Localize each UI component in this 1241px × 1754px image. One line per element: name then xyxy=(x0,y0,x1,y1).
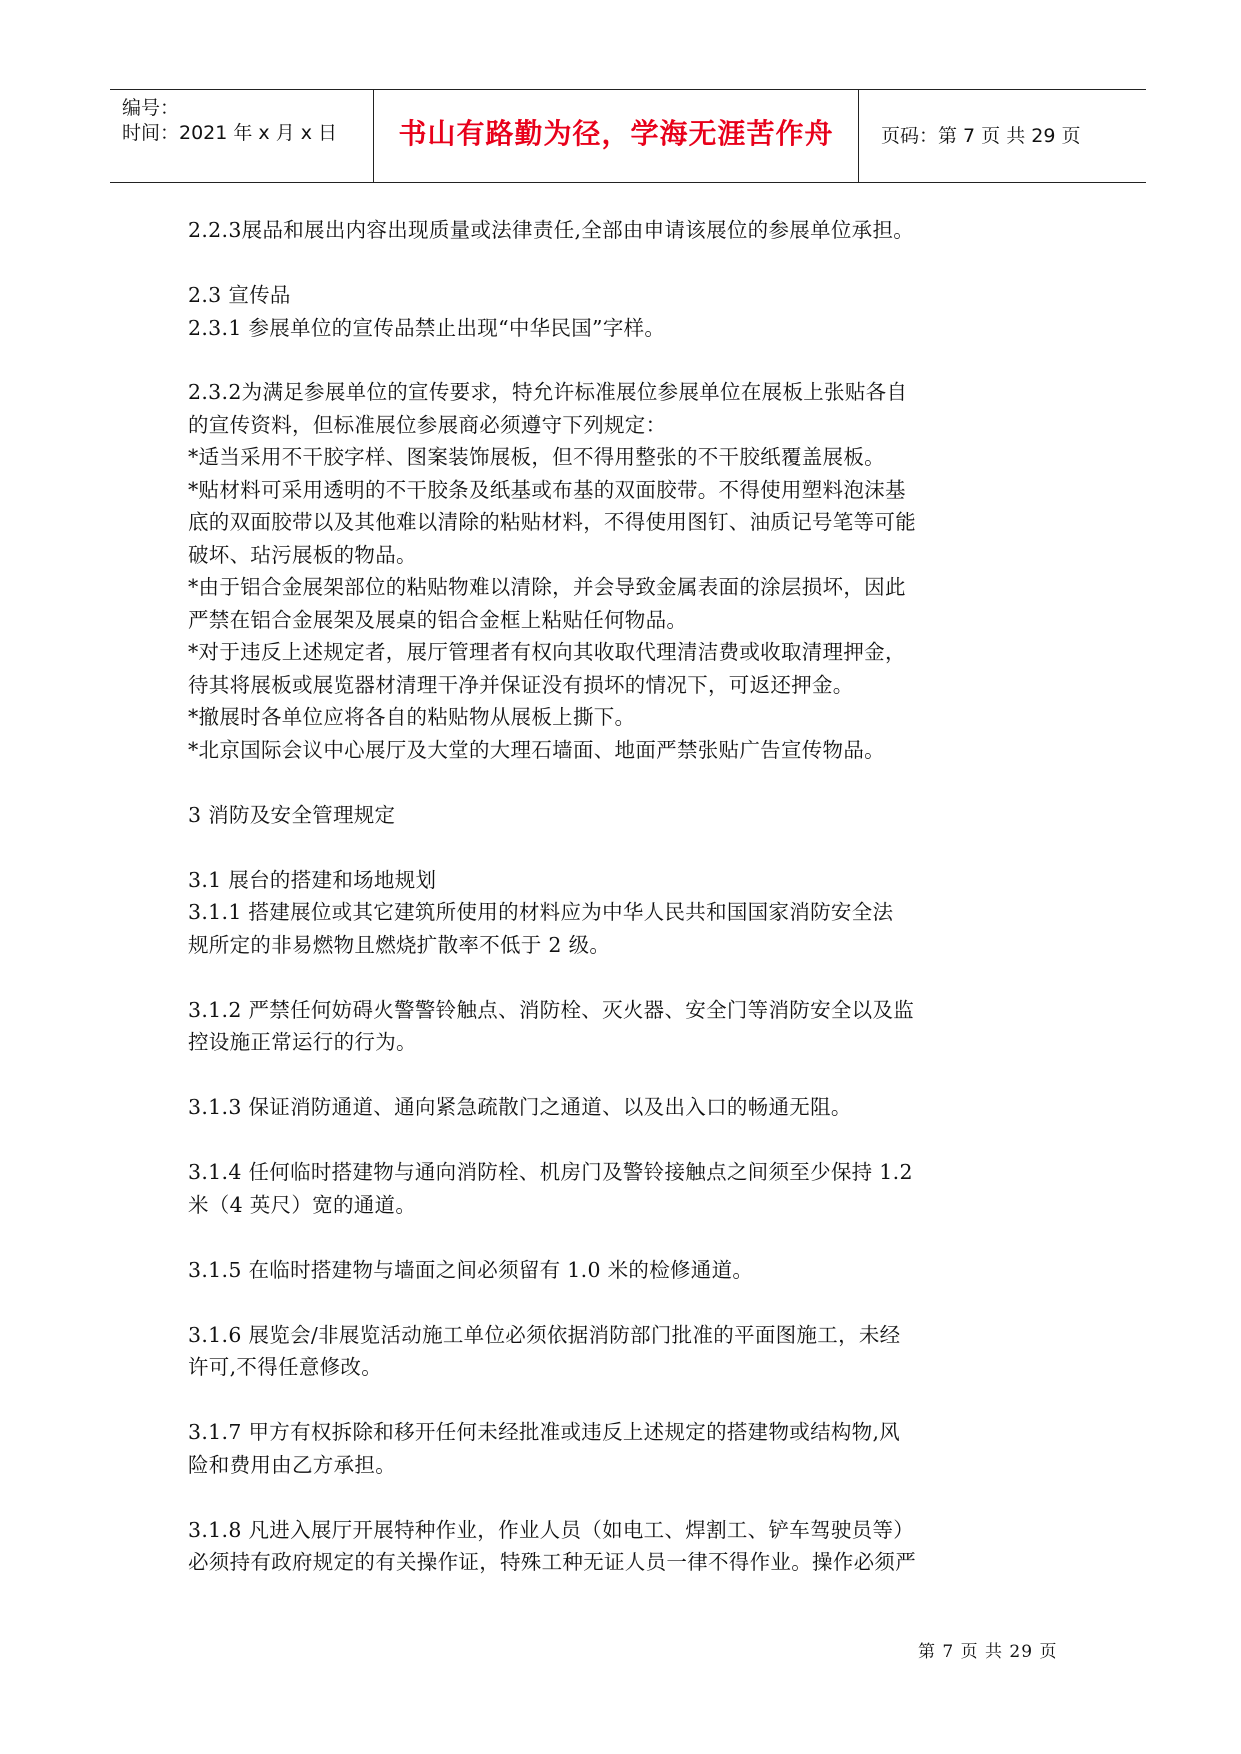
page-header xyxy=(110,89,1146,183)
paragraph-line: 破坏、玷污展板的物品。 xyxy=(188,543,417,567)
paragraph-line: 规所定的非易燃物且燃烧扩散率不低于 2 级。 xyxy=(188,933,611,957)
section-heading: 3.1 展台的搭建和场地规划 xyxy=(188,868,437,892)
header-page-cell xyxy=(859,90,1146,182)
paragraph-line: 许可,不得任意修改。 xyxy=(188,1355,383,1379)
header-page-label: 页码：第 7 页 共 29 页 xyxy=(881,124,1081,147)
paragraph-line: 3.1.6 展览会/非展览活动施工单位必须依据消防部门批准的平面图施工，未经 xyxy=(188,1323,901,1347)
paragraph-line: 2.3.2为满足参展单位的宣传要求，特允许标准展位参展单位在展板上张贴各自 xyxy=(188,380,908,404)
header-motto: 书山有路勤为径，学海无涯苦作舟 xyxy=(398,117,834,150)
paragraph-line: 3.1.7 甲方有权拆除和移开任何未经批准或违反上述规定的搭建物或结构物,风 xyxy=(188,1420,901,1444)
paragraph-line: 待其将展板或展览器材清理干净并保证没有损坏的情况下，可返还押金。 xyxy=(188,673,854,697)
paragraph-line: 3.1.3 保证消防通道、通向紧急疏散门之通道、以及出入口的畅通无阻。 xyxy=(188,1095,852,1119)
bullet-line: *适当采用不干胶字样、图案装饰展板，但不得用整张的不干胶纸覆盖展板。 xyxy=(188,445,885,469)
bullet-line: *对于违反上述规定者，展厅管理者有权向其收取代理清洁费或收取清理押金， xyxy=(188,640,906,664)
paragraph-line: 控设施正常运行的行为。 xyxy=(188,1030,417,1054)
paragraph-line: 的宣传资料，但标准展位参展商必须遵守下列规定： xyxy=(188,413,667,437)
section-heading: 2.3 宣传品 xyxy=(188,283,291,307)
header-motto-cell xyxy=(374,90,859,182)
paragraph-line: 2.2.3展品和展出内容出现质量或法律责任,全部由申请该展位的参展单位承担。 xyxy=(188,218,915,242)
bullet-line: *由于铝合金展架部位的粘贴物难以清除，并会导致金属表面的涂层损坏，因此 xyxy=(188,575,906,599)
paragraph-line: 必须持有政府规定的有关操作证，特殊工种无证人员一律不得作业。操作必须严 xyxy=(188,1550,916,1574)
bullet-line: *北京国际会议中心展厅及大堂的大理石墙面、地面严禁张贴广告宣传物品。 xyxy=(188,738,885,762)
paragraph-line: 底的双面胶带以及其他难以清除的粘贴材料，不得使用图钉、油质记号笔等可能 xyxy=(188,510,916,534)
paragraph-line: 3.1.2 严禁任何妨碍火警警铃触点、消防栓、灭火器、安全门等消防安全以及监 xyxy=(188,998,915,1022)
paragraph-line: 2.3.1 参展单位的宣传品禁止出现“中华民国”字样。 xyxy=(188,316,666,340)
paragraph-line: 3.1.4 任何临时搭建物与通向消防栓、机房门及警铃接触点之间须至少保持 1.2 xyxy=(188,1160,913,1184)
paragraph-line: 米（4 英尺）宽的通道。 xyxy=(188,1193,417,1217)
document-date-label: 时间：2021 年 x 月 x 日 xyxy=(122,122,338,144)
paragraph-line: 险和费用由乙方承担。 xyxy=(188,1453,396,1477)
paragraph-line: 3.1.8 凡进入展厅开展特种作业，作业人员（如电工、焊割工、铲车驾驶员等） xyxy=(188,1518,915,1542)
paragraph-line: 严禁在铝合金展架及展桌的铝合金框上粘贴任何物品。 xyxy=(188,608,688,632)
bullet-line: *贴材料可采用透明的不干胶条及纸基或布基的双面胶带。不得使用塑料泡沫基 xyxy=(188,478,906,502)
paragraph-line: 3.1.1 搭建展位或其它建筑所使用的材料应为中华人民共和国国家消防安全法 xyxy=(188,900,894,924)
bullet-line: *撤展时各单位应将各自的粘贴物从展板上撕下。 xyxy=(188,705,636,729)
header-left-cell xyxy=(110,90,374,182)
section-heading: 3 消防及安全管理规定 xyxy=(188,803,396,827)
page-footer: 第 7 页 共 29 页 xyxy=(918,1642,1058,1662)
document-number-label: 编号： xyxy=(122,97,180,119)
paragraph-line: 3.1.5 在临时搭建物与墙面之间必须留有 1.0 米的检修通道。 xyxy=(188,1258,754,1282)
